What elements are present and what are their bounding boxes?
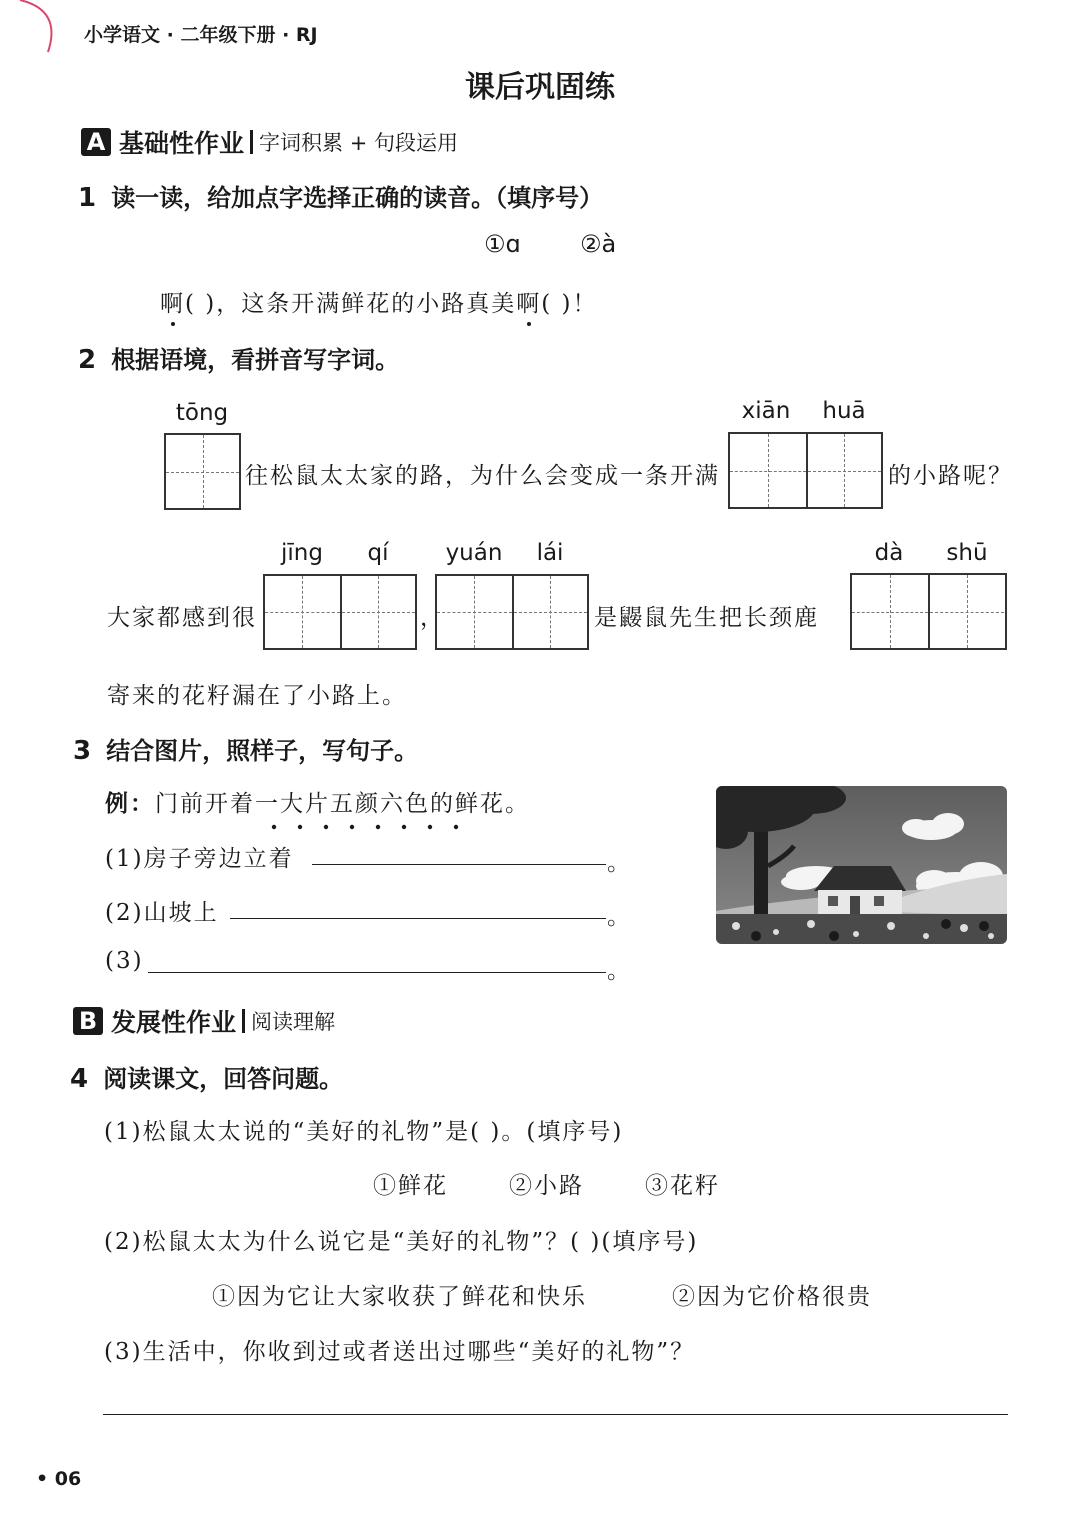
answer-line[interactable]	[148, 972, 606, 973]
period: 。	[607, 904, 632, 930]
q2-text: 寄来的花籽漏在了小路上。	[107, 683, 407, 709]
section-divider	[242, 1009, 245, 1033]
section-a-subtitle: 字词积累 + 句段运用	[259, 131, 458, 155]
section-b-title: 发展性作业	[111, 1008, 237, 1037]
dotted-char: 啊	[516, 285, 541, 318]
q1-sentence-part: ( )，这条开满鲜花的小路真美	[185, 291, 517, 317]
q4-part-2: (2)松鼠太太为什么说它是“美好的礼物”？( )(填序号)	[104, 1229, 699, 1255]
page-number: • 06	[36, 1468, 82, 1490]
pinyin-label: shū	[946, 540, 988, 566]
question-text: 结合图片，照样子，写句子。	[106, 737, 419, 765]
section-a-title: 基础性作业	[119, 129, 245, 158]
q4-part-1: (1)松鼠太太说的“美好的礼物”是( )。(填序号)	[104, 1119, 624, 1145]
question-text: 读一读，给加点字选择正确的读音。（填序号）	[111, 184, 604, 212]
period: 。	[607, 850, 632, 876]
house-scene-image	[716, 786, 1007, 944]
q2-text: 是鼹鼠先生把长颈鹿	[594, 605, 819, 631]
pinyin-label: xiān	[741, 398, 791, 424]
pinyin-label: yuán	[445, 540, 503, 566]
q3-item-3-label: (3)	[105, 948, 144, 974]
question-text: 根据语境，看拼音写字词。	[111, 346, 400, 374]
question-text: 阅读课文，回答问题。	[103, 1065, 344, 1093]
writing-grid-yuanlai[interactable]	[435, 574, 589, 650]
dotted-char: 啊	[160, 285, 185, 318]
writing-grid-jingqi[interactable]	[263, 574, 417, 650]
section-a-badge: A	[81, 128, 111, 156]
q3-example	[105, 785, 530, 818]
question-number: 1	[78, 183, 97, 213]
q2-text: 大家都感到很	[107, 605, 257, 631]
pinyin-label: huā	[822, 398, 866, 424]
pinyin-label: lái	[536, 540, 564, 566]
example-dotted-phrase: 一大片五颜六色	[255, 791, 430, 817]
q2-text: ，	[420, 605, 445, 631]
answer-line[interactable]	[103, 1414, 1008, 1415]
pinyin-label: tōng	[175, 400, 229, 426]
q1-sentence-end: ( )！	[541, 291, 598, 317]
section-a-header	[81, 124, 458, 160]
section-b-badge: B	[73, 1007, 103, 1035]
q1-sentence	[160, 285, 598, 318]
page-curve-decoration	[0, 0, 60, 60]
q4-option: ①因为它让大家收获了鲜花和快乐	[212, 1284, 587, 1310]
section-divider	[250, 130, 253, 154]
q4-option: ②小路	[509, 1173, 584, 1199]
q4-option: ③花籽	[645, 1173, 720, 1199]
writing-grid-xianhua[interactable]	[728, 432, 883, 509]
pinyin-label: jīng	[281, 540, 323, 566]
emphasis-dots	[268, 815, 468, 821]
question-number: 3	[73, 736, 92, 766]
q3-item-2-label: (2)山坡上	[105, 900, 219, 926]
example-text: 门前开着	[155, 791, 255, 817]
section-b-subtitle: 阅读理解	[251, 1010, 336, 1034]
book-header: 小学语文 · 二年级下册 · RJ	[84, 24, 318, 46]
q4-option: ①鲜花	[373, 1173, 448, 1199]
section-b-header	[73, 1003, 335, 1039]
question-1-prompt	[78, 178, 603, 213]
q4-part-3: (3)生活中，你收到过或者送出过哪些“美好的礼物”？	[104, 1339, 696, 1365]
pinyin-label: dà	[874, 540, 904, 566]
period: 。	[607, 958, 632, 984]
question-2-prompt	[78, 340, 399, 375]
answer-line[interactable]	[230, 918, 606, 919]
q3-item-1-label: (1)房子旁边立着	[105, 846, 294, 872]
q1-option-1: ①ɑ	[484, 230, 521, 258]
example-label: 例：	[105, 791, 155, 817]
example-text-end: 的鲜花。	[430, 791, 530, 817]
q1-option-2: ②à	[580, 230, 617, 258]
q4-option: ②因为它价格很贵	[672, 1284, 872, 1310]
answer-line[interactable]	[312, 864, 606, 865]
question-4-prompt	[70, 1059, 343, 1094]
question-3-prompt	[73, 731, 418, 766]
writing-grid-tong[interactable]	[164, 433, 241, 510]
pinyin-label: qí	[367, 540, 389, 566]
question-number: 2	[78, 345, 97, 375]
question-number: 4	[70, 1064, 89, 1094]
writing-grid-dashu[interactable]	[850, 573, 1007, 650]
q2-text: 往松鼠太太家的路，为什么会变成一条开满	[245, 463, 720, 489]
q2-text: 的小路呢？	[888, 463, 1013, 489]
page-title: 课后巩固练	[465, 70, 615, 105]
